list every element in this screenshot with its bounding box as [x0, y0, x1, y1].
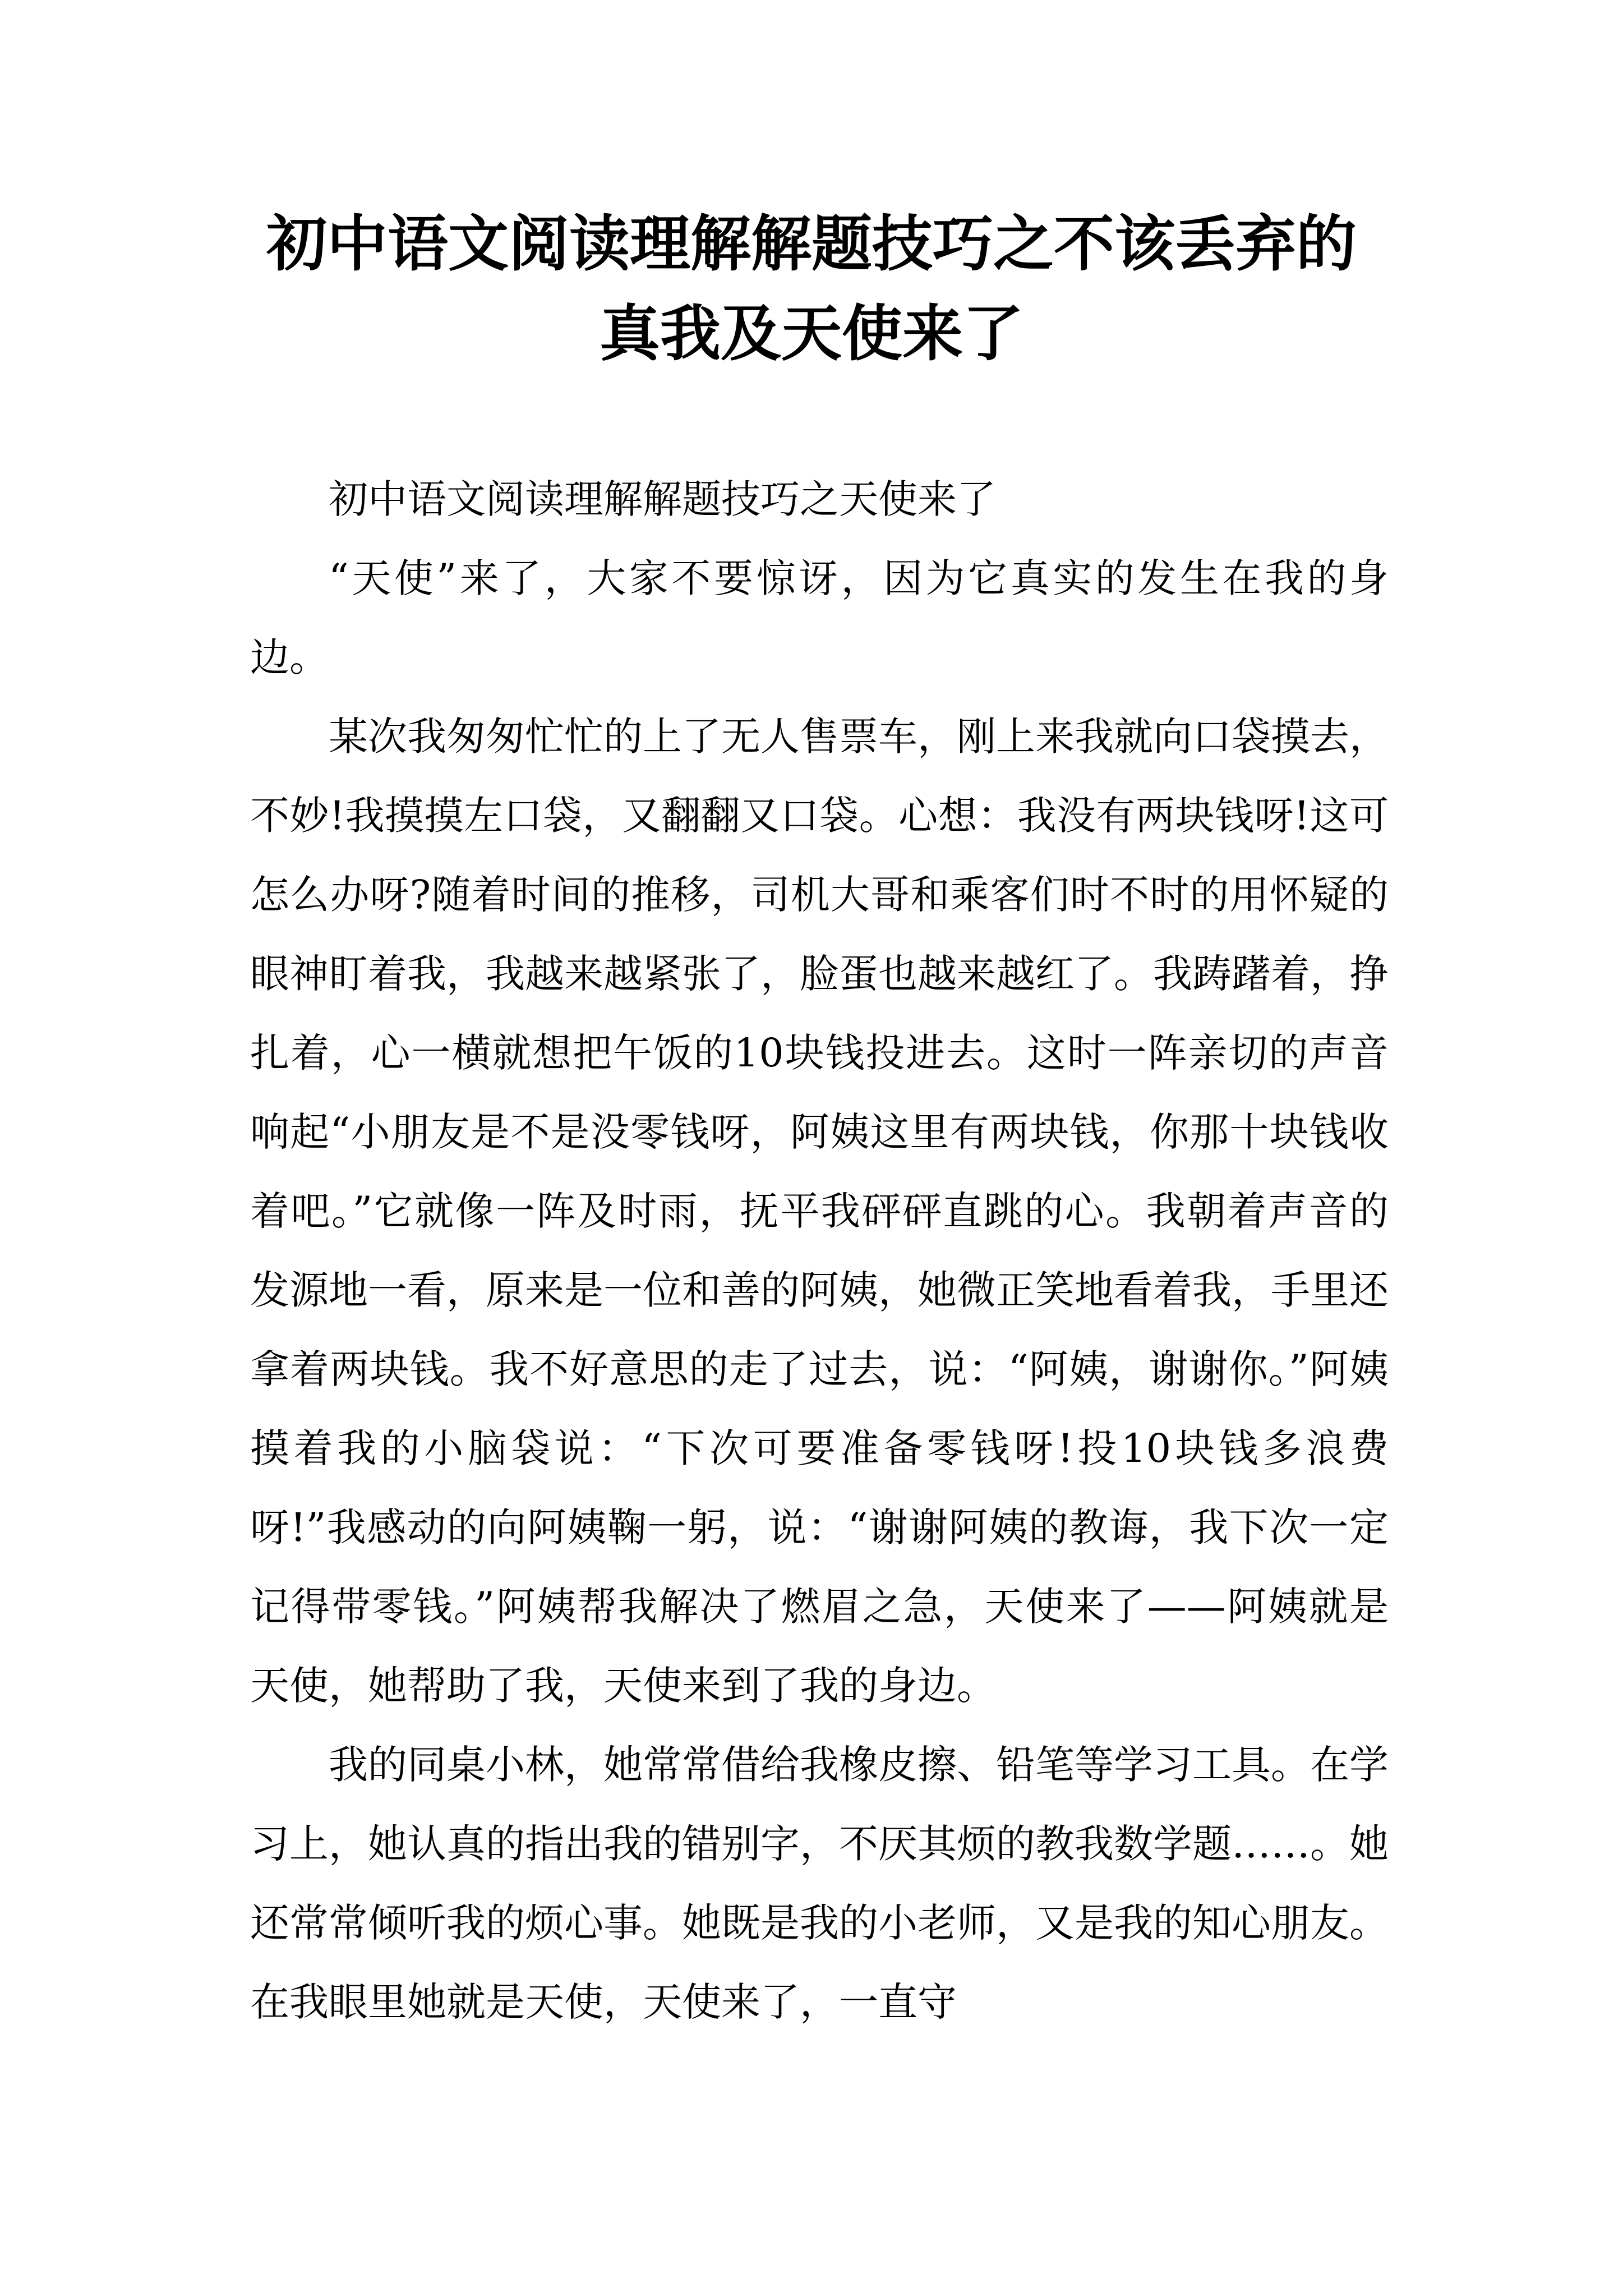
title-line-2: 真我及天使来了	[599, 298, 1023, 369]
paragraph-subtitle: 初中语文阅读理解解题技巧之天使来了	[329, 476, 996, 522]
title-line-1: 初中语文阅读理解解题技巧之不该丢弃的	[266, 209, 1357, 279]
paragraph-bus-story: 某次我匆匆忙忙的上了无人售票车，刚上来我就向口袋摸去，不妙!我摸摸左口袋，又翻翻又口袋。心想：我没有两块钱呀!这可怎么办呀?随着时间的推移，司机大哥和乘客们时不时的用怀疑的眼神盯着我，我越来越紧张了，脸蛋也越来越红了。我踌躇着，挣扎着，心一横就想把午饭的10块钱投进去。这时一阵亲切的声音响起“小朋友是不是没零钱呀，阿姨这里有两块钱，你那十块钱收着吧。”它就像一阵及时雨，抚平我砰砰直跳的心。我朝着声音的发源地一看，原来是一位和善的阿姨，她微正笑地看着我，手里还拿着两块钱。我不好意思的走了过去，说：“阿姨，谢谢你。”阿姨摸着我的小脑袋说：“下次可要准备零钱呀!投10块钱多浪费呀!”我感动的向阿姨鞠一躬，说：“谢谢阿姨的教诲，我下次一定记得带零钱。”阿姨帮我解决了燃眉之急，天使来了——阿姨就是天使，她帮助了我，天使来到了我的身边。	[250, 714, 1389, 1709]
document-title	[168, 199, 1455, 379]
paragraph-deskmate: 我的同桌小林，她常常借给我橡皮擦、铅笔等学习工具。在学习上，她认真的指出我的错别字，不厌其烦的教我数学题……。她还常常倾听我的烦心事。她既是我的小老师，又是我的知心朋友。在我眼里她就是天使，天使来了，一直守	[250, 1742, 1389, 2025]
document-body	[250, 460, 1389, 2042]
paragraph-intro: “天使”来了，大家不要惊讶，因为它真实的发生在我的身边。	[250, 555, 1389, 680]
